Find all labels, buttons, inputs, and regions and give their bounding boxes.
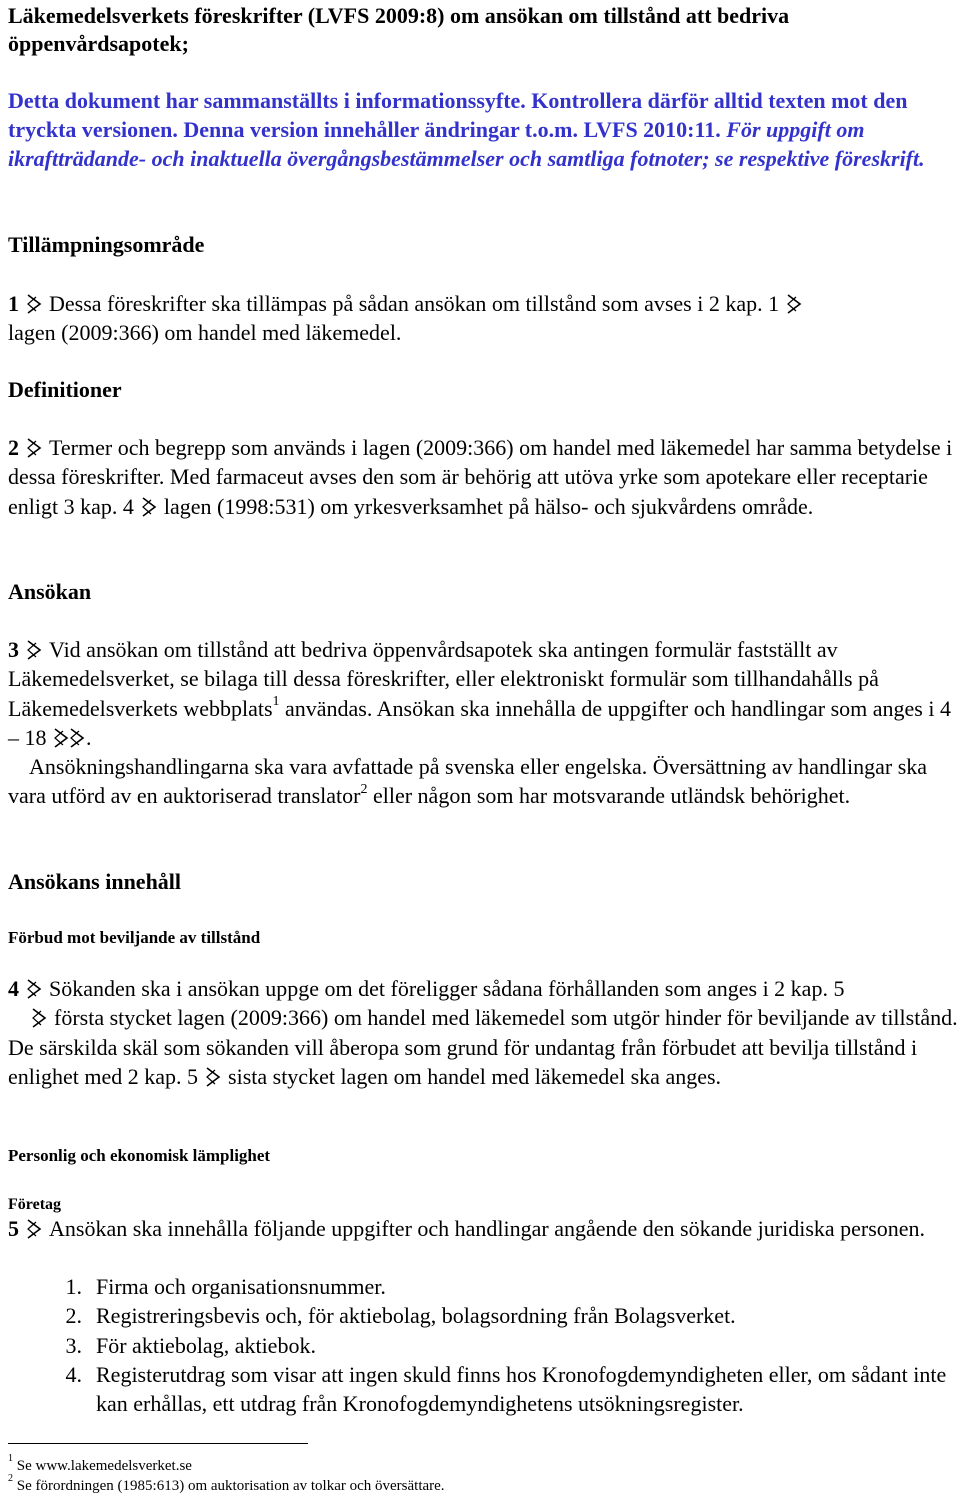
version-notice-italic: För uppgift om ikraftträdande- och inaktuella övergångsbestämmelser och samtliga fotnoter; se respektive föreskrift. bbox=[8, 117, 925, 171]
heading-scope: Tillämpningsområde bbox=[8, 232, 205, 257]
list-text: För aktiebolag, aktiebok. bbox=[96, 1332, 316, 1358]
footnote-number: 1 bbox=[8, 1453, 13, 1464]
paragraph-text: Termer och begrepp som används i lagen (2009:366) om handel med läkemedel har samma betydelse i dessa föreskrifter. Med farmaceut avses den som är behörig att utöva yrke som apotekare eller receptarie enligt 3 kap. 4 bbox=[8, 435, 953, 519]
heading-definitions: Definitioner bbox=[8, 377, 122, 402]
version-notice bbox=[8, 86, 958, 173]
paragraph-number: 3 bbox=[8, 637, 19, 662]
section-sign-icon bbox=[25, 293, 43, 315]
footnote-text: Se www.lakemedelsverket.se bbox=[16, 1458, 192, 1474]
paragraph-text: första stycket lagen (2009:366) om handel med läkemedel som utgör hinder för beviljande av tillstånd. De särskilda skäl som sökanden vill åberopa som grund för undantag från förbudet att bevilja tillstånd i enlighet med 2 kap. 5 bbox=[8, 1005, 958, 1089]
list-number: 4. bbox=[65, 1361, 82, 1387]
section-sign-icon bbox=[25, 1218, 43, 1240]
section-sign-icon bbox=[25, 978, 43, 1000]
section-sign-icon bbox=[68, 727, 86, 749]
paragraph-number: 5 bbox=[8, 1216, 19, 1241]
list-item bbox=[8, 1301, 958, 1330]
document-title: Läkemedelsverkets föreskrifter (LVFS 2009:8) om ansökan om tillstånd att bedriva öppenvårdsapotek; bbox=[8, 3, 790, 56]
heading-ban: Förbud mot beviljande av tillstånd bbox=[8, 928, 261, 947]
list-item bbox=[8, 1272, 958, 1301]
list-number: 1. bbox=[65, 1274, 82, 1299]
version-notice-text: Detta dokument har sammanställts i informationssyfte. Kontrollera därför alltid texten mot den tryckta versionen. Denna version innehåller ändringar t.o.m. LVFS 2010:11. bbox=[8, 88, 908, 142]
section-sign-icon bbox=[140, 496, 158, 518]
footnote-text: Se förordningen (1985:613) om auktorisation av tolkar och översättare. bbox=[16, 1478, 445, 1494]
paragraph-text: användas. Ansökan ska innehålla de uppgifter och handlingar som anges i 4 – 18 bbox=[8, 695, 951, 750]
heading-application-content: Ansökans innehåll bbox=[8, 869, 182, 894]
list-number: 3. bbox=[65, 1332, 82, 1358]
paragraph-4 bbox=[8, 974, 958, 1091]
footnote-ref: 2 bbox=[360, 782, 368, 798]
list-number: 2. bbox=[65, 1303, 82, 1329]
heading-suitability: Personlig och ekonomisk lämplighet bbox=[8, 1146, 271, 1165]
paragraph-text: Vid ansökan om tillstånd att bedriva öppenvårdsapotek ska antingen formulär fastställt av Läkemedelsverket, se bilaga till dessa föreskrifter, eller elektroniskt formulär som tillhandahålls på Läkemedelsverkets webbplats bbox=[8, 637, 879, 721]
paragraph-text: . bbox=[86, 724, 92, 750]
requirement-list bbox=[8, 1272, 958, 1418]
footnote-number: 2 bbox=[8, 1473, 13, 1484]
paragraph-text: Dessa föreskrifter ska tillämpas på sådan ansökan om tillstånd som avses i 2 kap. 1 bbox=[49, 291, 780, 316]
paragraph-text: Ansökan ska innehålla följande uppgifter och handlingar angående den sökande juridiska personen. bbox=[49, 1216, 926, 1241]
paragraph-text: sista stycket lagen om handel med läkemedel ska anges. bbox=[228, 1063, 722, 1089]
paragraph-3 bbox=[8, 635, 958, 811]
paragraph-text: Ansökningshandlingarna ska vara avfattade på svenska eller engelska. Översättning av handlingar ska vara utförd av en auktoriserad translator bbox=[8, 754, 928, 809]
footnote-2 bbox=[8, 1473, 445, 1496]
footnote-divider bbox=[8, 1443, 308, 1444]
footnote-1 bbox=[8, 1453, 192, 1476]
list-item bbox=[8, 1360, 958, 1419]
section-sign-icon bbox=[25, 437, 43, 459]
paragraph-number: 4 bbox=[8, 976, 19, 1001]
paragraph-text: Sökanden ska i ansökan uppge om det föreligger sådana förhållanden som anges i 2 kap. 5 bbox=[49, 976, 845, 1001]
heading-application: Ansökan bbox=[8, 579, 92, 604]
paragraph-5 bbox=[8, 1214, 958, 1243]
list-text: Registreringsbevis och, för aktiebolag, bolagsordning från Bolagsverket. bbox=[96, 1303, 736, 1329]
list-text: Registerutdrag som visar att ingen skuld finns hos Kronofogdemyndigheten eller, om sådant inte kan erhållas, ett utdrag från Kronofogdemyndighetens utsökningsregister. bbox=[96, 1361, 947, 1417]
section-sign-icon bbox=[25, 639, 43, 661]
paragraph-number: 1 bbox=[8, 291, 19, 316]
list-text: Firma och organisationsnummer. bbox=[96, 1274, 386, 1299]
section-sign-icon bbox=[785, 293, 803, 315]
list-item bbox=[8, 1331, 958, 1360]
paragraph-1 bbox=[8, 289, 958, 348]
paragraph-number: 2 bbox=[8, 435, 19, 460]
paragraph-text: lagen (1998:531) om yrkesverksamhet på hälso- och sjukvårdens område. bbox=[163, 493, 814, 519]
paragraph-text: eller någon som har motsvarande utländsk behörighet. bbox=[372, 783, 851, 809]
footnote-ref: 1 bbox=[272, 694, 280, 710]
paragraph-2 bbox=[8, 433, 958, 521]
section-sign-icon bbox=[30, 1007, 48, 1029]
paragraph-text: lagen (2009:366) om handel med läkemedel. bbox=[8, 320, 402, 346]
section-sign-icon bbox=[204, 1066, 222, 1088]
heading-company: Företag bbox=[8, 1196, 62, 1213]
